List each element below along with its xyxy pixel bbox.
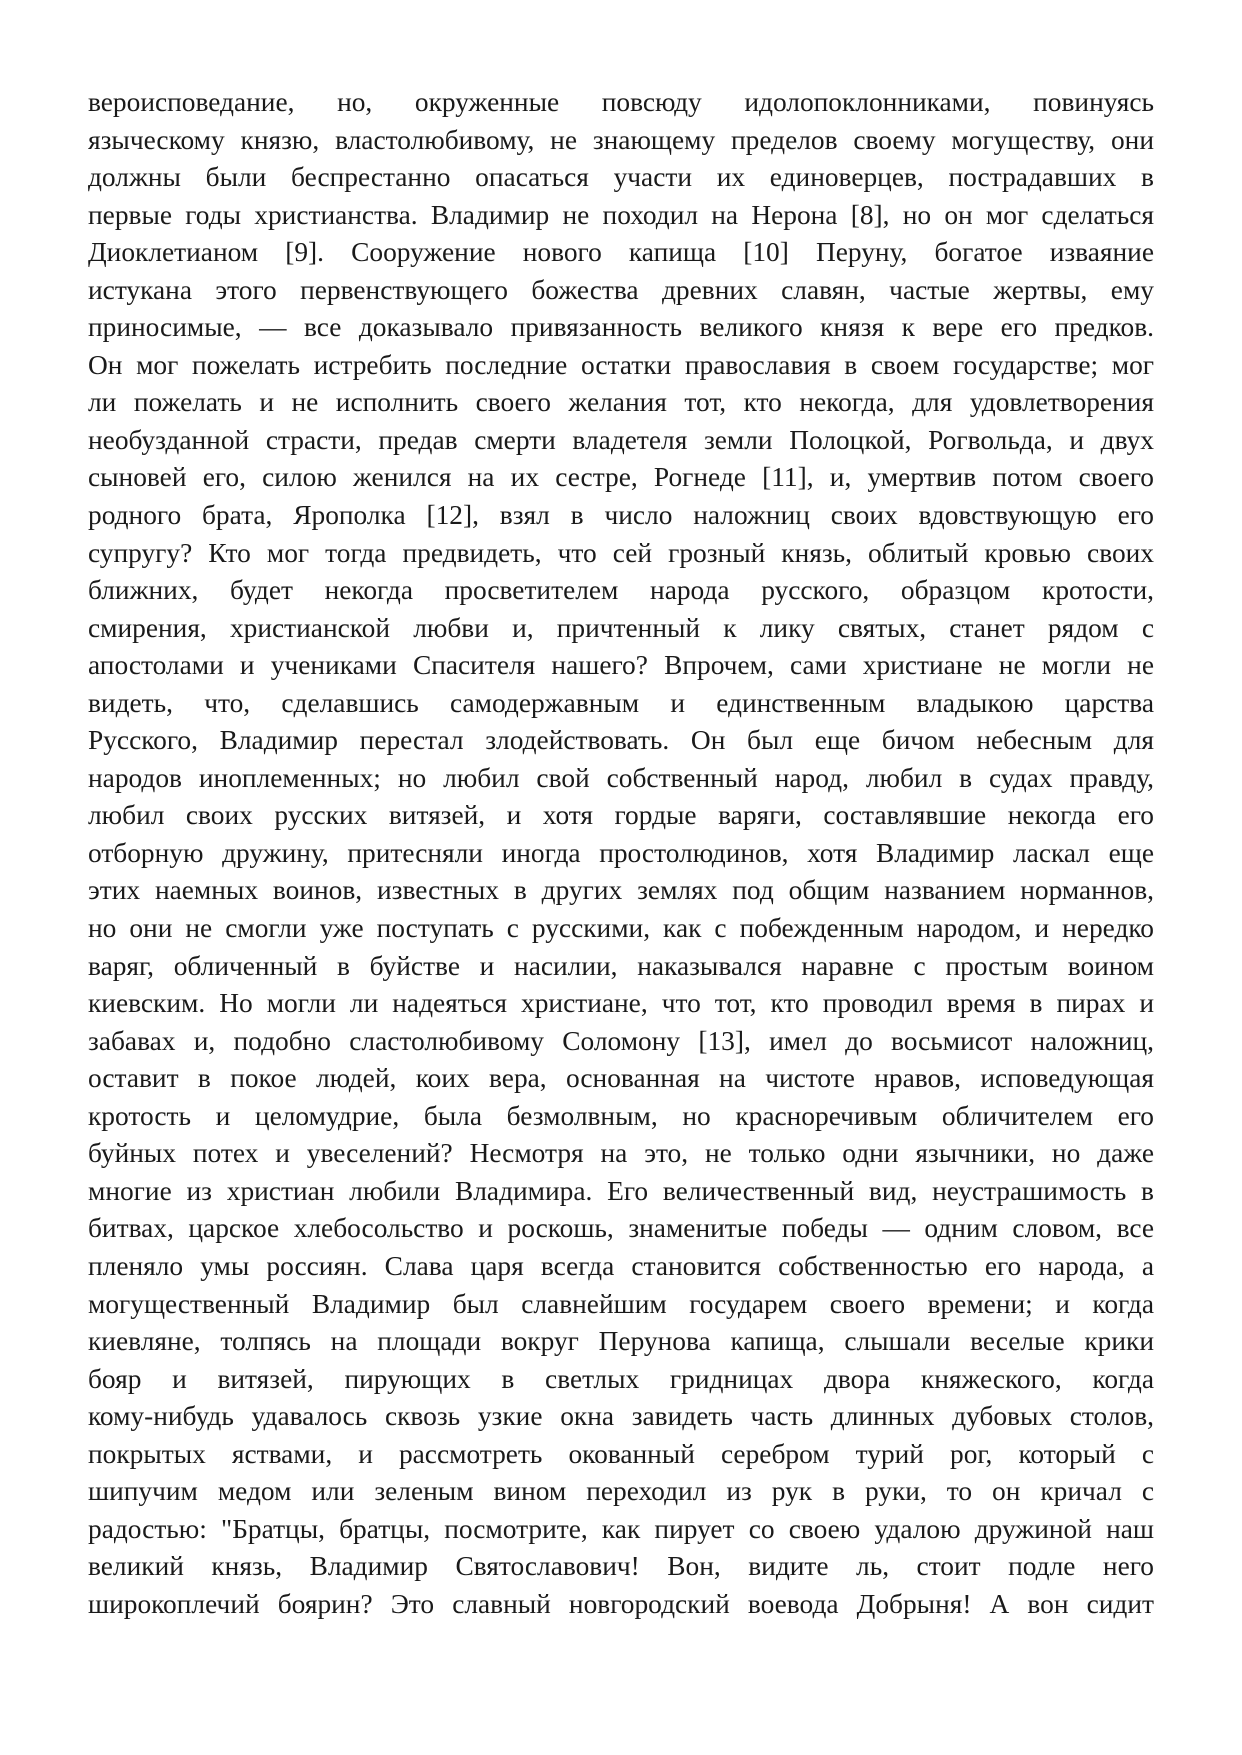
- text-line: Он мог пожелать истребить последние остатки православия в своем государстве; мог: [88, 349, 1154, 380]
- text-line: любил своих русских витязей, и хотя гордые варяги, составлявшие некогда его: [88, 800, 1154, 831]
- text-line: киевляне, толпясь на площади вокруг Перунова капища, слышали веселые крики: [88, 1326, 1154, 1357]
- text-line: буйных потех и увеселений? Несмотря на это, не только одни язычники, но даже: [88, 1138, 1154, 1169]
- text-line: вероисповедание, но, окруженные повсюду идолопоклонниками, повинуясь: [88, 87, 1154, 117]
- text-line: ли пожелать и не исполнить своего желания тот, кто некогда, для удовлетворения: [88, 387, 1154, 418]
- text-line: сыновей его, силою женился на их сестре, Рогнеде [11], и, умертвив потом своего: [88, 462, 1154, 493]
- text-line: варяг, обличенный в буйстве и насилии, наказывался наравне с простым воином: [88, 950, 1154, 981]
- text-line: родного брата, Ярополка [12], взял в число наложниц своих вдовствующую его: [88, 500, 1154, 531]
- text-line: отборную дружину, притесняли иногда простолюдинов, хотя Владимир ласкал еще: [88, 837, 1154, 868]
- text-line: кому-нибудь удавалось сквозь узкие окна завидеть часть длинных дубовых столов,: [88, 1401, 1154, 1432]
- text-line: оставит в покое людей, коих вера, основанная на чистоте нравов, исповедующая: [88, 1063, 1154, 1094]
- text-line: забавах и, подобно сластолюбивому Соломону [13], имел до восьмисот наложниц,: [88, 1025, 1154, 1056]
- text-line: языческому князю, властолюбивому, не знающему пределов своему могуществу, они: [88, 124, 1154, 155]
- text-line: народов иноплеменных; но любил свой собственный народ, любил в судах правду,: [88, 762, 1154, 793]
- body-text: [88, 84, 1154, 1623]
- text-line: бояр и витязей, пирующих в светлых гридницах двора княжеского, когда: [88, 1363, 1154, 1394]
- text-line: истукана этого первенствующего божества древних славян, частые жертвы, ему: [88, 274, 1154, 305]
- text-line: супругу? Кто мог тогда предвидеть, что сей грозный князь, облитый кровью своих: [88, 537, 1154, 568]
- text-line: Диоклетианом [9]. Сооружение нового капища [10] Перуну, богатое изваяние: [88, 237, 1154, 268]
- text-line: приносимые, — все доказывало привязанность великого князя к вере его предков.: [88, 312, 1154, 343]
- text-line: первые годы христианства. Владимир не походил на Нерона [8], но он мог сделаться: [88, 199, 1154, 230]
- text-line: апостолами и учениками Спасителя нашего? Впрочем, сами христиане не могли не: [88, 650, 1154, 681]
- text-line: необузданной страсти, предав смерти владетеля земли Полоцкой, Рогвольда, и двух: [88, 424, 1154, 455]
- text-line: шипучим медом или зеленым вином переходил из рук в руки, то он кричал с: [88, 1476, 1154, 1507]
- text-line: радостью: "Братцы, братцы, посмотрите, как пирует со своею удалою дружиной наш: [88, 1513, 1154, 1544]
- text-line: широкоплечий боярин? Это славный новгородский воевода Добрыня! А вон сидит: [88, 1588, 1154, 1619]
- text-line: могущественный Владимир был славнейшим государем своего времени; и когда: [88, 1288, 1154, 1319]
- text-line: ближних, будет некогда просветителем народа русского, образцом кротости,: [88, 575, 1154, 606]
- text-line: смирения, христианской любви и, причтенный к лику святых, станет рядом с: [88, 612, 1154, 643]
- text-line: битвах, царское хлебосольство и роскошь, знаменитые победы — одним словом, все: [88, 1213, 1154, 1244]
- text-line: этих наемных воинов, известных в других землях под общим названием норманнов,: [88, 875, 1154, 906]
- text-line: должны были беспрестанно опасаться участи их единоверцев, пострадавших в: [88, 162, 1154, 193]
- text-line: Русского, Владимир перестал злодействовать. Он был еще бичом небесным для: [88, 725, 1154, 756]
- text-line: киевским. Но могли ли надеяться христиане, что тот, кто проводил время в пирах и: [88, 988, 1154, 1019]
- text-line: кротость и целомудрие, была безмолвным, но красноречивым обличителем его: [88, 1100, 1154, 1131]
- text-line: покрытых яствами, и рассмотреть окованный серебром турий рог, который с: [88, 1438, 1154, 1469]
- text-line: многие из христиан любили Владимира. Его величественный вид, неустрашимость в: [88, 1175, 1154, 1206]
- text-line: великий князь, Владимир Святославович! Вон, видите ль, стоит подле него: [88, 1551, 1154, 1582]
- text-line: но они не смогли уже поступать с русскими, как с побежденным народом, и нередко: [88, 913, 1154, 944]
- text-line: видеть, что, сделавшись самодержавным и единственным владыкою царства: [88, 687, 1154, 718]
- text-line: пленяло умы россиян. Слава царя всегда становится собственностью его народа, а: [88, 1250, 1154, 1281]
